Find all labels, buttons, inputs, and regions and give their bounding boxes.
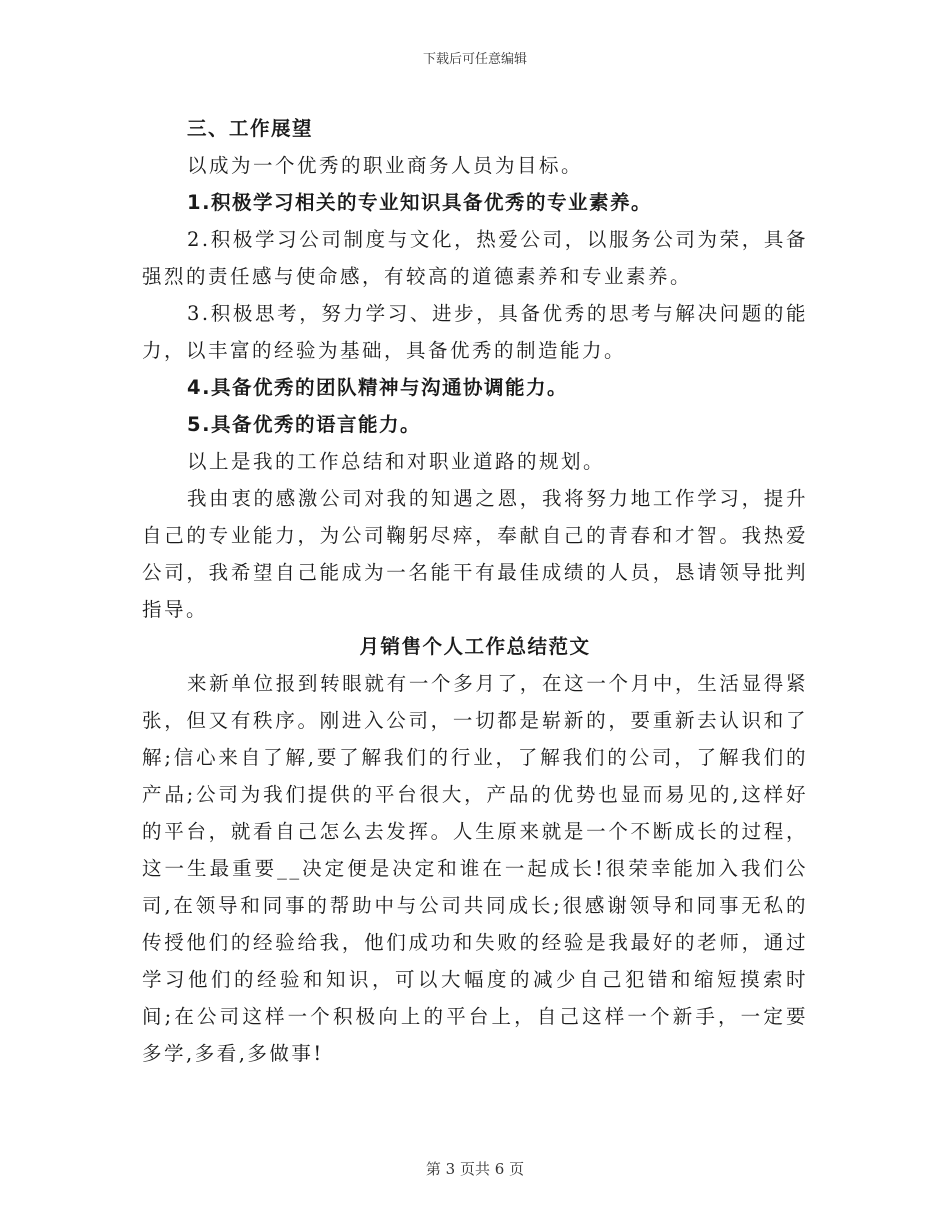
page-number: 第 3 页共 6 页 bbox=[425, 1160, 525, 1178]
list-item-2: 2.积极学习公司制度与文化，热爱公司，以服务公司为荣，具备强烈的责任感与使命感，有较高的道德素养和专业素养。 bbox=[142, 228, 808, 288]
article-title: 月销售个人工作总结范文 bbox=[359, 635, 591, 658]
goal-paragraph: 以成为一个优秀的职业商务人员为目标。 bbox=[187, 154, 584, 177]
summary-paragraph: 以上是我的工作总结和对职业道路的规划。 bbox=[187, 450, 606, 473]
list-item-4: 4.具备优秀的团队精神与沟通协调能力。 bbox=[187, 376, 568, 399]
page-header-note: 下载后可任意编辑 bbox=[422, 52, 527, 67]
closing-paragraph: 我由衷的感激公司对我的知遇之恩，我将努力地工作学习，提升自己的专业能力，为公司鞠躬尽瘁，奉献自己的青春和才智。我热爱公司，我希望自己能成为一名能干有最佳成绩的人员，恳请领导批判指导。 bbox=[142, 487, 808, 621]
list-item-3: 3.积极思考，努力学习、进步，具备优秀的思考与解决问题的能力，以丰富的经验为基础，具备优秀的制造能力。 bbox=[142, 302, 808, 362]
document-body bbox=[142, 110, 808, 1072]
section-heading: 三、工作展望 bbox=[187, 117, 314, 140]
article-paragraph: 来新单位报到转眼就有一个多月了，在这一个月中，生活显得紧张，但又有秩序。刚进入公司，一切都是崭新的，要重新去认识和了解;信心来自了解,要了解我们的行业，了解我们的公司，了解我们的产品;公司为我们提供的平台很大，产品的优势也显而易见的,这样好的平台，就看自己怎么去发挥。人生原来就是一个不断成长的过程，这一生最重要__决定便是决定和谁在一起成长!很荣幸能加入我们公司,在领导和同事的帮助中与公司共同成长;很感谢领导和同事无私的传授他们的经验给我，他们成功和失败的经验是我最好的老师，通过学习他们的经验和知识，可以大幅度的减少自己犯错和缩短摸索时间;在公司这样一个积极向上的平台上，自己这样一个新手，一定要多学,多看,多做事! bbox=[142, 672, 808, 1065]
list-item-5: 5.具备优秀的语言能力。 bbox=[187, 413, 421, 436]
list-item-1: 1.积极学习相关的专业知识具备优秀的专业素养。 bbox=[187, 191, 652, 214]
